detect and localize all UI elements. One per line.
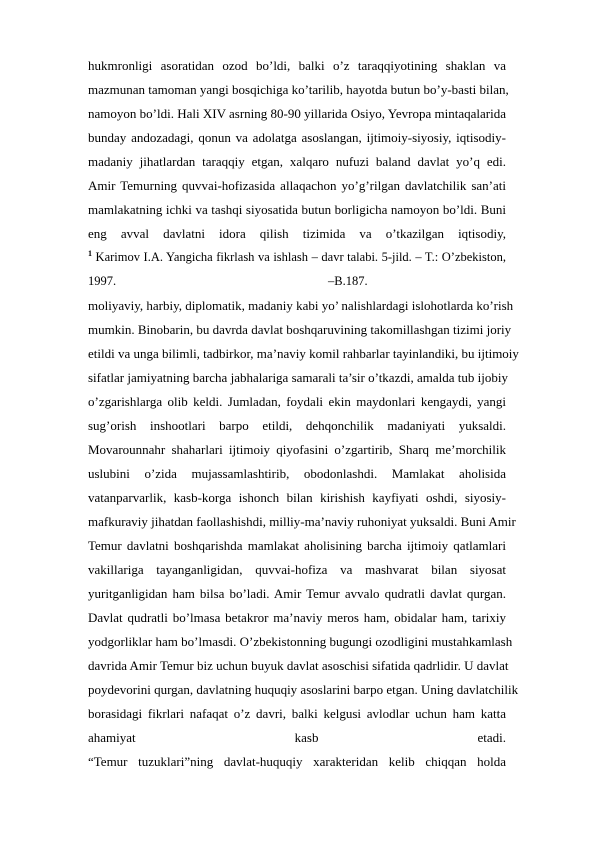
text-line: Amir Temurning quvvai-hofizasida allaqachon yo’g’rilgan davlatchilik san’ati: [88, 178, 506, 193]
text-line: borasidagi fikrlari nafaqat o’z davri, balki kelgusi avlodlar uchun ham katta: [88, 706, 506, 721]
text-line: hukmronligi asoratidan ozod bo’ldi, balki o’z taraqqiyotining shaklan va: [88, 58, 506, 73]
text-line: mumkin. Binobarin, bu davrda davlat boshqaruvining takomillashgan tizimi joriy: [88, 322, 512, 337]
text-line: Temur davlatni boshqarishda mamlakat aholisining barcha ijtimoiy qatlamlari: [88, 538, 506, 553]
text-line: o’zgarishlarga olib keldi. Jumladan, foydali ekin maydonlari kengaydi, yangi: [88, 394, 506, 409]
text-line: eng avval davlatni idora qilish tizimida va o’tkazilgan iqtisodiy,: [88, 226, 506, 241]
text-line: davrida Amir Temur biz uchun buyuk davlat asoschisi sifatida qadrlidir. U davlat: [88, 658, 509, 673]
footnote-page: –B.187.: [328, 274, 368, 288]
footnote-marker: 1: [88, 248, 92, 258]
text-line: madaniy jihatlardan taraqqiy etgan, xalqaro nufuzi baland davlat yo’q edi.: [88, 154, 506, 169]
text-line: mazmunan tamoman yangi bosqichiga ko’tarilib, hayotda butun bo’y-basti bilan,: [88, 82, 509, 97]
footnote-year: 1997.: [88, 274, 117, 288]
text-line: etildi va unga bilimli, tadbirkor, ma’naviy komil rahbarlar tayinlandiki, bu ijtimoiy: [88, 346, 519, 361]
text-line: yodgorliklar ham bo’lmasdi. O’zbekistonning bugungi ozodligini mustahkamlash: [88, 634, 513, 649]
text-line: moliyaviy, harbiy, diplomatik, madaniy kabi yo’ nalishlardagi islohotlarda ko’rish: [88, 298, 514, 313]
text-line: mamlakatning ichki va tashqi siyosatida butun borligicha namoyon bo’ldi. Buni: [88, 202, 506, 217]
text-line: Movarounnahr shaharlari ijtimoiy qiyofasini o’zgartirib, Sharq me’morchilik: [88, 442, 506, 457]
text-line: poydevorini qurgan, davlatning huquqiy asoslarini barpo etgan. Uning davlatchilik: [88, 682, 519, 697]
text-line: sifatlar jamiyatning barcha jabhalariga samarali ta’sir o’tkazdi, amalda tub ijobiy: [88, 370, 508, 385]
text-line: vakillariga tayanganligidan, quvvai-hofiza va mashvarat bilan siyosat: [88, 562, 506, 577]
text-line: namoyon bo’ldi. Hali XIV asrning 80-90 yillarida Osiyo, Yevropa mintaqalarida: [88, 106, 506, 121]
text-line: uslubini o’zida mujassamlashtirib, obodonlashdi. Mamlakat aholisida: [88, 466, 506, 481]
footnote-line: [88, 249, 506, 265]
text-line: “Temur tuzuklari”ning davlat-huquqiy xarakteridan kelib chiqqan holda: [88, 754, 506, 769]
text-line: bunday andozadagi, qonun va adolatga asoslangan, ijtimoiy-siyosiy, iqtisodiy-: [88, 130, 506, 145]
text-line: vatanparvarlik, kasb-korga ishonch bilan kirishish kayfiyati oshdi, siyosiy-: [88, 490, 506, 505]
text-line: sug’orish inshootlari barpo etildi, dehqonchilik madaniyati yuksaldi.: [88, 418, 506, 433]
text-line: Davlat qudratli bo’lmasa betakror ma’naviy meros ham, obidalar ham, tarixiy: [88, 610, 506, 625]
footnote-text: Karimov I.A. Yangicha fikrlash va ishlash – davr talabi. 5-jild. – T.: O’zbekiston,: [92, 250, 506, 264]
text-line: ahamiyat kasb etadi.: [88, 730, 506, 745]
text-line: yuritganligidan ham bilsa bo’ladi. Amir Temur avvalo qudratli davlat qurgan.: [88, 586, 506, 601]
text-line: mafkuraviy jihatdan faollashishdi, milliy-ma’naviy ruhoniyat yuksaldi. Buni Amir: [88, 514, 516, 529]
footnote-line-2: [88, 273, 506, 289]
